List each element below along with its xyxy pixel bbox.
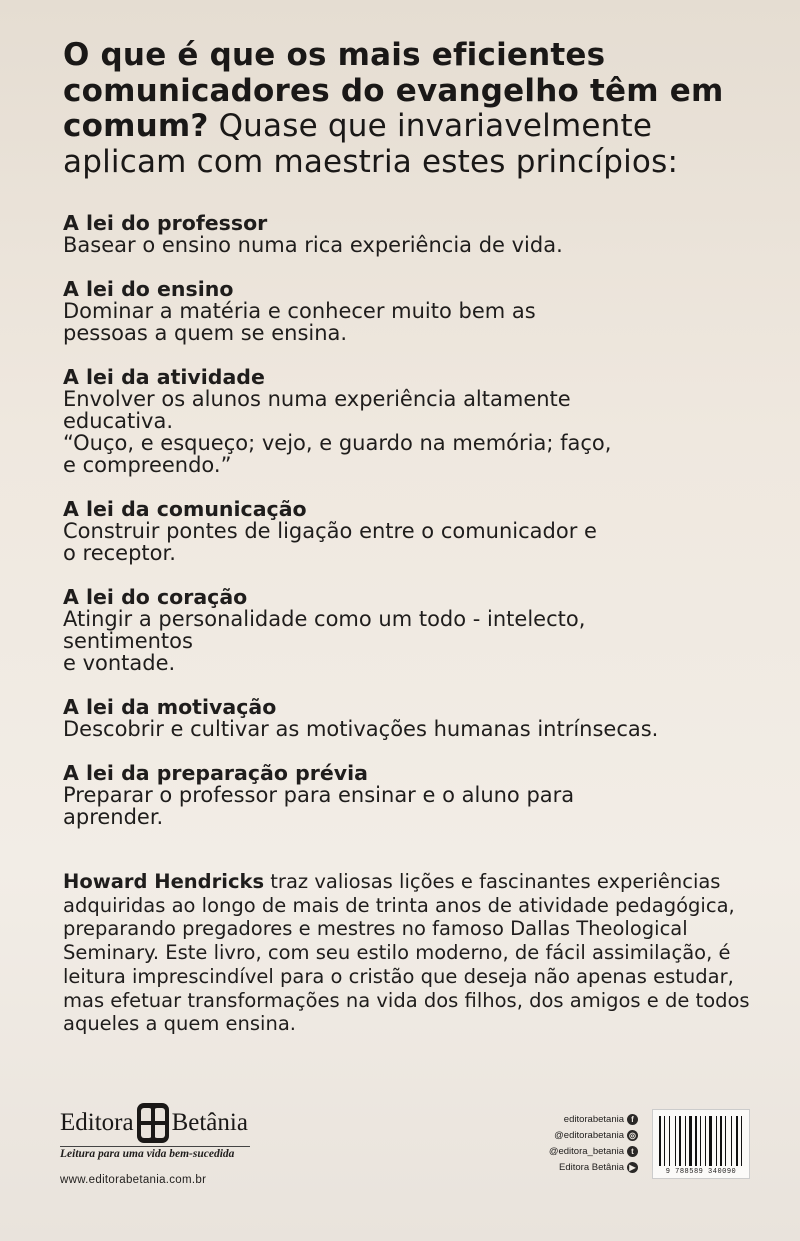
law-item bbox=[63, 498, 763, 564]
headline-bold: O que é que os mais eficientes comunicadores do evangelho têm em comum? bbox=[63, 37, 724, 144]
author-blurb bbox=[63, 870, 753, 1036]
law-description: Dominar a matéria e conhecer muito bem as pessoas a quem se ensina. bbox=[63, 299, 536, 345]
law-title: A lei da atividade bbox=[63, 365, 265, 389]
barcode-bars bbox=[659, 1116, 743, 1166]
headline bbox=[63, 38, 763, 180]
law-description: Preparar o professor para ensinar e o aluno para aprender. bbox=[63, 783, 575, 829]
author-name: Howard Hendricks bbox=[63, 870, 265, 893]
publisher-url: www.editorabetania.com.br bbox=[60, 1174, 207, 1186]
book-emblem-icon bbox=[137, 1103, 169, 1143]
blurb-text: traz valiosas lições e fascinantes experiências adquiridas ao longo de mais de trinta anos de atividade pedagógica, preparando pregadores e mestres no famoso Dallas Theological Seminary. Este livro, com seu estilo moderno, de fácil assimilação, é leitura imprescindível para o cristão que deseja não apenas estudar, mas efetuar transformações na vida dos filhos, dos amigos e de todos aqueles a quem ensina. bbox=[63, 870, 750, 1036]
law-description: Atingir a personalidade como um todo - intelecto, sentimentos e vontade. bbox=[63, 607, 586, 675]
law-item bbox=[63, 696, 763, 740]
social-item-youtube: Editora Betânia ▶ bbox=[520, 1159, 638, 1175]
social-item-twitter: @editora_betania t bbox=[520, 1143, 638, 1159]
law-title: A lei do coração bbox=[63, 585, 248, 609]
law-item bbox=[63, 278, 763, 344]
twitter-icon: t bbox=[627, 1146, 638, 1157]
law-title: A lei da motivação bbox=[63, 695, 277, 719]
publisher-name-right: Betânia bbox=[171, 1109, 248, 1136]
facebook-icon: f bbox=[627, 1114, 638, 1125]
headline-regular: Quase que invariavelmente aplicam com maestria estes princípios: bbox=[63, 108, 679, 180]
law-item bbox=[63, 366, 763, 476]
law-description: Construir pontes de ligação entre o comunicador e o receptor. bbox=[63, 519, 597, 565]
laws-list bbox=[63, 212, 763, 850]
law-item bbox=[63, 762, 763, 828]
barcode-number: 9 788589 340090 bbox=[665, 1168, 737, 1176]
publisher-tagline: Leitura para uma vida bem-sucedida bbox=[60, 1146, 250, 1160]
social-item-instagram: @editorabetania ◎ bbox=[520, 1127, 638, 1143]
law-title: A lei do ensino bbox=[63, 277, 234, 301]
youtube-icon: ▶ bbox=[627, 1162, 638, 1173]
footer bbox=[0, 1095, 800, 1241]
social-links bbox=[520, 1111, 638, 1175]
law-item bbox=[63, 212, 763, 256]
publisher-name-left: Editora bbox=[60, 1109, 134, 1136]
social-item-facebook: editorabetania f bbox=[520, 1111, 638, 1127]
barcode bbox=[652, 1109, 750, 1179]
law-title: A lei da comunicação bbox=[63, 497, 307, 521]
law-item bbox=[63, 586, 763, 674]
law-description: Basear o ensino numa rica experiência de vida. bbox=[63, 233, 563, 257]
law-title: A lei da preparação prévia bbox=[63, 761, 368, 785]
law-description: Descobrir e cultivar as motivações humanas intrínsecas. bbox=[63, 717, 659, 741]
publisher-logo bbox=[60, 1103, 260, 1186]
instagram-icon: ◎ bbox=[627, 1130, 638, 1141]
law-description: Envolver os alunos numa experiência altamente educativa. “Ouço, e esqueço; vejo, e guardo na memória; faço, e compreendo.” bbox=[63, 387, 612, 477]
law-title: A lei do professor bbox=[63, 211, 268, 235]
